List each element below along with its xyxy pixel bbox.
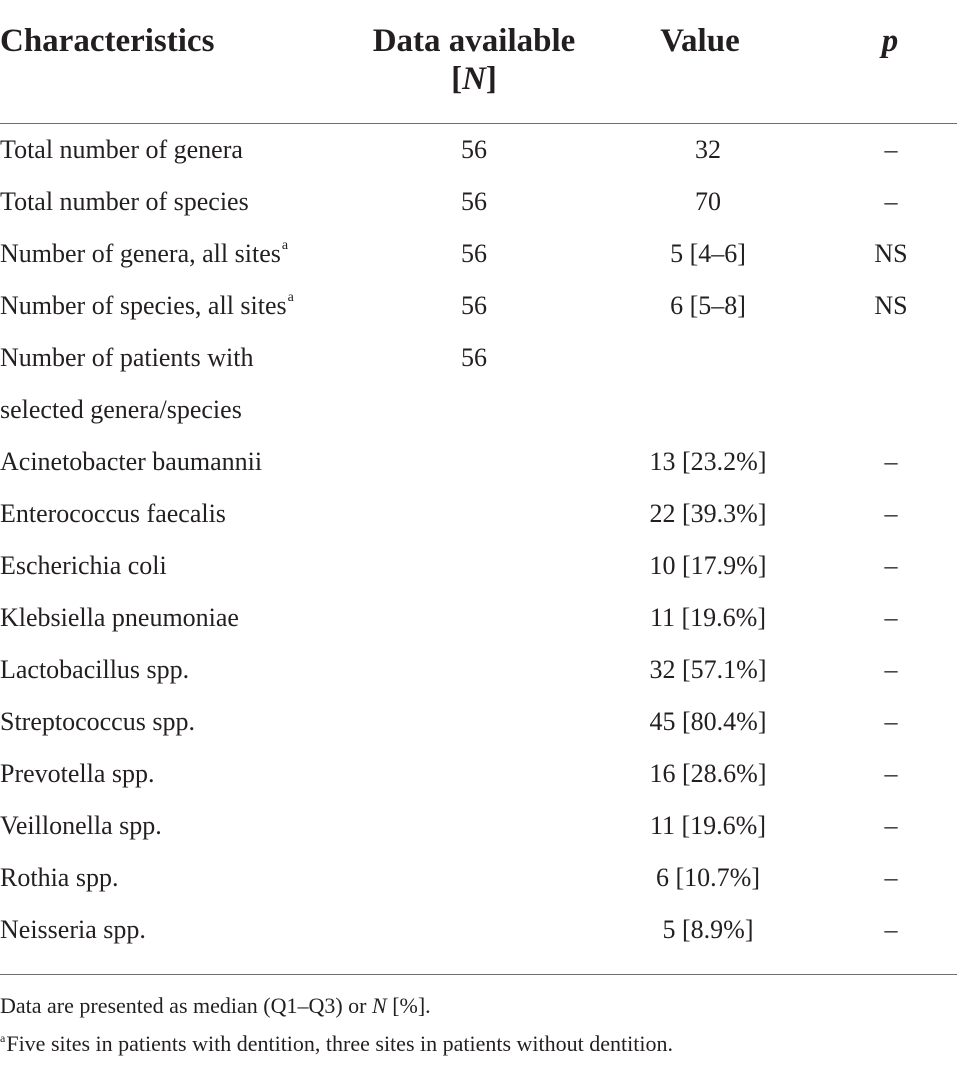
footnote-1-prefix: Data are presented as median (Q1–Q3) or [0,993,373,1018]
cell-p: – [884,135,898,164]
table-row [0,852,957,904]
header-data-available-n: N [462,61,486,97]
table-bottom-rule [0,974,957,975]
characteristic-text: Escherichia coli [0,551,167,580]
table-header [0,0,957,123]
characteristic-text: Number of genera, all sites [0,239,281,268]
cell-p: – [884,187,898,216]
footnote-1-n: N [372,993,387,1018]
header-characteristics: Characteristics [0,23,215,59]
cell-value: 5 [4–6] [670,239,746,268]
characteristic-text: Total number of species [0,187,249,216]
cell-value: 5 [8.9%] [662,915,754,944]
cell-p: NS [874,239,908,268]
characteristic-text: selected genera/species [0,395,242,424]
cell-value: 16 [28.6%] [649,759,767,788]
table-row [0,384,957,436]
cell-value: 10 [17.9%] [649,551,767,580]
table-row [0,592,957,644]
footnote-a-text: Five sites in patients with dentition, three sites in patients without dentition. [6,1031,673,1056]
cell-p: – [884,915,898,944]
cell-p: – [884,447,898,476]
characteristic-text: Number of species, all sites [0,291,287,320]
table-row [0,228,957,280]
cell-characteristic [0,280,294,332]
table-row [0,696,957,748]
cell-characteristic [0,644,189,696]
characteristic-text: Klebsiella pneumoniae [0,603,239,632]
characteristic-text: Total number of genera [0,135,243,164]
footnote-data-format [0,987,673,1025]
characteristic-text: Enterococcus faecalis [0,499,226,528]
cell-p: – [884,603,898,632]
table-row [0,436,957,488]
cell-p: – [884,863,898,892]
cell-characteristic [0,592,239,644]
characteristic-text: Neisseria spp. [0,915,146,944]
cell-characteristic [0,748,155,800]
table-footnotes [0,987,673,1063]
cell-characteristic [0,800,162,852]
characteristic-text: Veillonella spp. [0,811,162,840]
cell-value: 6 [10.7%] [656,863,760,892]
cell-value: 70 [695,187,721,216]
table-row [0,748,957,800]
cell-p: – [884,707,898,736]
cell-value: 22 [39.3%] [649,499,767,528]
cell-value: 6 [5–8] [670,291,746,320]
table-row [0,904,957,956]
cell-characteristic [0,696,195,748]
header-data-available-label: Data available [372,23,576,59]
cell-characteristic [0,540,167,592]
footnote-a [0,1025,673,1063]
cell-data-available: 56 [461,291,487,320]
cell-characteristic [0,904,146,956]
header-value: Value [660,23,740,59]
table-row [0,124,957,176]
table-row [0,644,957,696]
header-data-available: Data available [N] [372,23,576,97]
characteristic-text: Acinetobacter baumannii [0,447,263,476]
cell-value: 32 [695,135,721,164]
footnote-a-marker: a [0,1031,6,1045]
cell-characteristic [0,436,262,488]
cell-value: 11 [19.6%] [649,603,766,632]
cell-characteristic [0,852,118,904]
footnote-marker: a [281,238,289,253]
cell-p: – [884,499,898,528]
cell-p: NS [874,291,908,320]
table-row [0,800,957,852]
characteristic-text: Rothia spp. [0,863,119,892]
cell-data-available: 56 [461,343,487,372]
footnote-marker: a [287,290,294,305]
cell-data-available: 56 [461,239,487,268]
table-row [0,332,957,384]
cell-value: 11 [19.6%] [649,811,766,840]
cell-value: 13 [23.2%] [649,447,767,476]
table-row [0,540,957,592]
table-row [0,176,957,228]
table-body [0,124,957,956]
cell-characteristic [0,488,226,540]
cell-data-available: 56 [461,187,487,216]
characteristic-text: Number of patients with [0,343,254,372]
cell-characteristic [0,124,243,176]
cell-characteristic [0,176,249,228]
cell-p: – [884,655,898,684]
table-row [0,280,957,332]
cell-characteristic [0,384,242,436]
cell-characteristic [0,228,288,280]
cell-characteristic [0,332,253,384]
cell-p: – [884,551,898,580]
characteristic-text: Streptococcus spp. [0,707,195,736]
cell-p: – [884,811,898,840]
header-p: p [881,23,899,59]
cell-data-available: 56 [461,135,487,164]
cell-value: 45 [80.4%] [649,707,767,736]
cell-value: 32 [57.1%] [649,655,767,684]
characteristic-text: Prevotella spp. [0,759,155,788]
characteristic-text: Lactobacillus spp. [0,655,190,684]
footnote-1-suffix: [%]. [386,993,431,1018]
table-row [0,488,957,540]
cell-p: – [884,759,898,788]
